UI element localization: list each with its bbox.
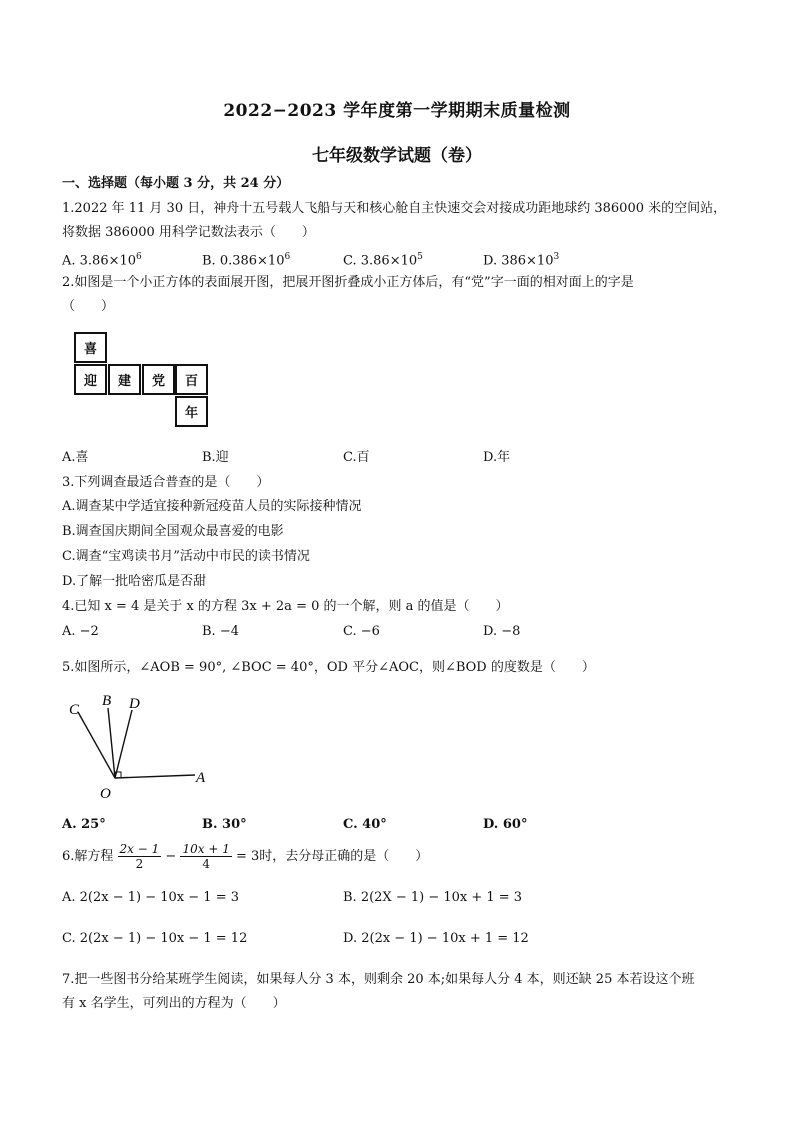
q3-option-d: D.了解一批哈密瓜是否甜	[62, 574, 207, 589]
q2-option-a: A.喜	[62, 450, 89, 465]
q2-option-b: B.迎	[202, 450, 229, 465]
q1-stem-line1: 1.2022 年 11 月 30 日，神舟十五号载人飞船与天和核心舱自主快速交会对接成功距地球约 386000 米的空间站，	[62, 201, 727, 216]
q1-option-d: D. $386\times 10^3$	[483, 252, 560, 269]
label-c: C	[69, 702, 80, 718]
q2-option-c: C.百	[343, 450, 370, 465]
q4-option-c: C. −6	[343, 624, 380, 639]
q6-option-d: D. 2(2x − 1) − 10x + 1 = 12	[343, 931, 529, 946]
net-cell-5: 百	[175, 364, 208, 395]
q1-option-a: A. $3.86\times 10^6$	[62, 252, 142, 269]
q6-option-b: B. 2(2X − 1) − 10x + 1 = 3	[343, 890, 523, 905]
q4-stem: 4.已知 x = 4 是关于 x 的方程 3x + 2a = 0 的一个解，则 a 的值是（ ）	[62, 599, 509, 614]
q6-fraction-2: $\frac{10x + 1}{4}$	[182, 842, 230, 871]
q5-option-a: A. 25°	[62, 817, 106, 832]
q3-option-c: C.调查“宝鸡读书月”活动中市民的读书情况	[62, 549, 310, 564]
q5-option-d: D. 60°	[483, 817, 528, 832]
q2-stem-line1: 2.如图是一个小正方体的表面展开图，把展开图折叠成小正方体后，有“党”字一面的相对面上的字是	[62, 275, 634, 290]
net-cell-3: 建	[108, 364, 141, 395]
q5-option-b: B. 30°	[202, 817, 247, 832]
ray-od	[115, 710, 132, 778]
q7-stem-line1: 7.把一些图书分给某班学生阅读，如果每人分 3 本，则剩余 20 本;如果每人分 4 本，则还缺 25 本若设这个班	[62, 972, 695, 987]
exam-subtitle: 七年级数学试题（卷）	[312, 146, 482, 166]
q2-option-d: D.年	[483, 450, 511, 465]
net-cell-4: 党	[142, 364, 175, 395]
angle-figure	[60, 690, 220, 810]
q4-option-d: D. −8	[483, 624, 521, 639]
q2-stem-line2: （ ）	[62, 299, 115, 314]
label-b: B	[102, 693, 112, 709]
q3-option-b: B.调查国庆期间全国观众最喜爱的电影	[62, 524, 284, 539]
q7-stem-line2: 有 x 名学生，可列出的方程为（ ）	[62, 996, 286, 1011]
q1-option-b: B. $0.386\times 10^6$	[202, 252, 291, 269]
q4-option-a: A. −2	[62, 624, 99, 639]
q6-option-c: C. 2(2x − 1) − 10x − 1 = 12	[62, 931, 248, 946]
q6-fraction-1: $\frac{2x - 1}{2}$	[119, 842, 160, 871]
label-d: D	[129, 696, 140, 712]
q6-stem: 6.解方程 $\frac{2x - 1}{2}$ − $\frac{10x + 1}{4}$ = 3时，去分母正确的是（ ）	[62, 842, 429, 871]
net-cell-1: 喜	[74, 332, 107, 363]
q1-stem-line2: 将数据 386000 用科学记数法表示（ ）	[62, 225, 315, 240]
exam-title: 2022−2023 学年度第一学期期末质量检测	[223, 101, 571, 121]
q3-stem: 3.下列调查最适合普查的是（ ）	[62, 475, 270, 490]
net-cell-2: 迎	[74, 364, 107, 395]
q4-option-b: B. −4	[202, 624, 239, 639]
cube-net-figure	[62, 326, 242, 438]
section-heading: 一、选择题（每小题 3 分，共 24 分）	[62, 176, 290, 191]
ray-oa	[115, 775, 195, 778]
label-o: O	[100, 786, 111, 802]
label-a: A	[196, 770, 206, 786]
q5-option-c: C. 40°	[343, 817, 387, 832]
q3-option-a: A.调查某中学适宜接种新冠疫苗人员的实际接种情况	[62, 499, 362, 514]
q6-option-a: A. 2(2x − 1) − 10x − 1 = 3	[62, 890, 239, 905]
q5-stem: 5.如图所示，∠AOB = 90°, ∠BOC = 40°，OD 平分∠AOC，则∠BOD 的度数是（ ）	[62, 660, 595, 675]
q1-option-c: C. $3.86\times 10^5$	[343, 252, 423, 269]
net-cell-6: 年	[175, 396, 208, 427]
